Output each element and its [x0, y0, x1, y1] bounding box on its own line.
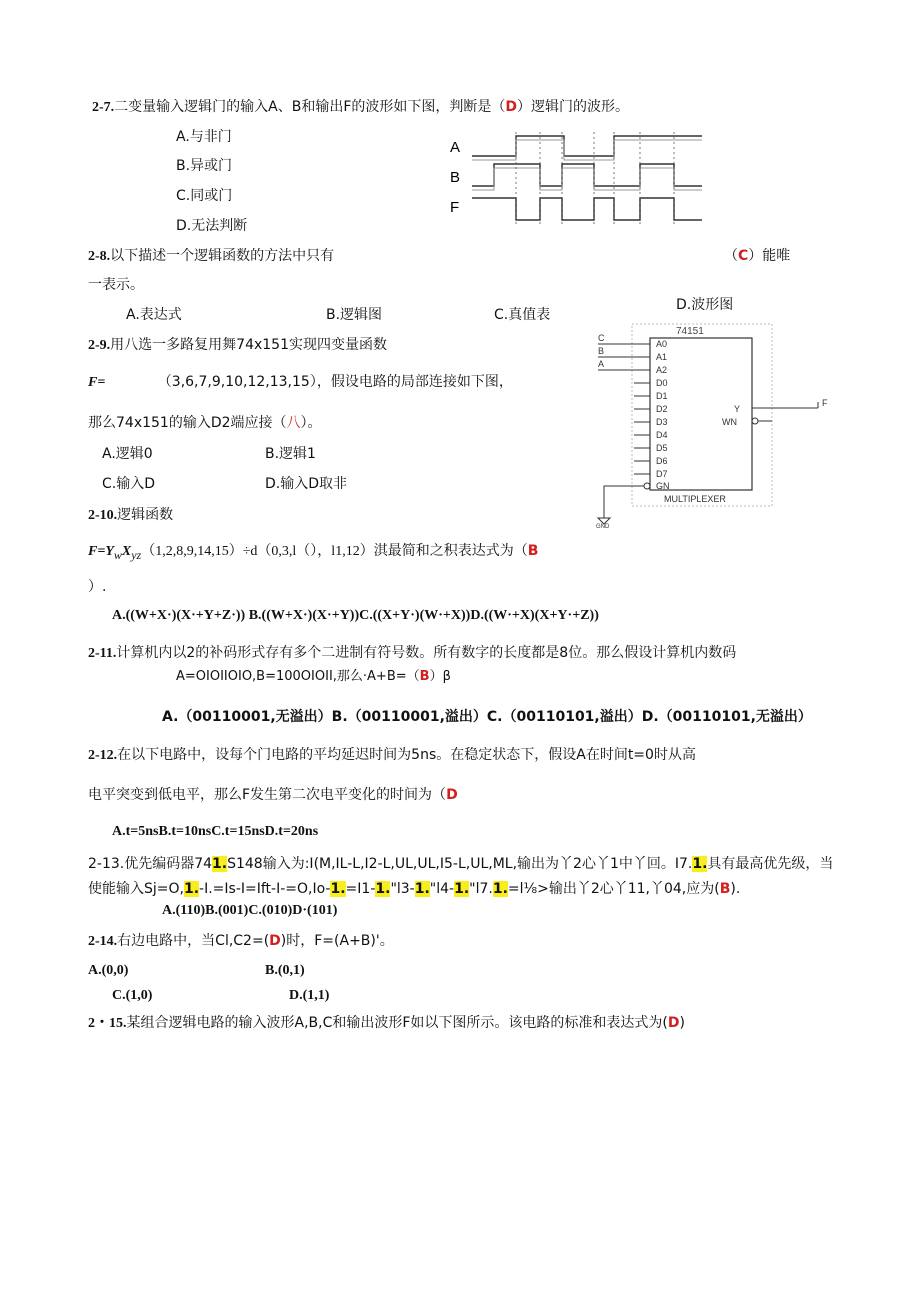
- question-2-8-continuation: 一表示。: [88, 277, 144, 293]
- option-a: A.表达式: [126, 307, 182, 323]
- option-a: A.逻辑0: [102, 446, 153, 462]
- highlight: 1.: [492, 881, 508, 897]
- highlight: 1.: [330, 881, 346, 897]
- question-2-12-stem: [88, 746, 696, 765]
- pin-d4: D4: [656, 430, 668, 440]
- question-text: 电平突变到低电平，那么F发生第二次电平变化的时间为（: [88, 787, 447, 803]
- expr-sub: w: [113, 547, 122, 562]
- question-2-11-stem: [88, 644, 736, 663]
- answer: B: [527, 543, 539, 559]
- question-2-10-options: A.((W+X·)(X·+Y+Z·)) B.((W+X·)(X·+Y))C.((X+Y·)(W·+X))D.((W·+X)(X+Y·+Z)): [112, 608, 599, 623]
- question-text: 用八选一多路复用舞74x151实现四变量函数: [110, 337, 387, 353]
- question-2-7-stem: [92, 98, 629, 117]
- pin-d3: D3: [656, 417, 668, 427]
- question-2-14-stem: [88, 932, 394, 951]
- option-b: B.逻辑图: [326, 307, 383, 323]
- question-text-end: ）β: [429, 669, 451, 684]
- question-2-10-end: ）.: [88, 579, 107, 595]
- question-2-10-expr: [88, 542, 538, 564]
- highlight: 1.: [692, 856, 708, 872]
- answer: D: [446, 787, 458, 803]
- text: S148输入为:I(M,IL-L,I2-L,UL,UL,I5-L,UL,ML,输出为丫2心丫1中丫回。I7.: [227, 856, 693, 872]
- answer: B: [719, 881, 731, 897]
- question-number: 2-9.: [88, 338, 111, 353]
- function-label: F=: [88, 375, 106, 390]
- question-number: 2-14.: [88, 934, 118, 949]
- highlight: 1.: [414, 881, 430, 897]
- input-a: A: [598, 359, 605, 369]
- expr-part: X: [121, 544, 132, 559]
- wave-label-b: B: [450, 169, 461, 186]
- option-d: D.无法判断: [176, 218, 248, 234]
- option-d: D.波形图: [676, 297, 734, 313]
- answer: D: [269, 933, 281, 949]
- option-c: C.(1,0): [112, 988, 153, 1003]
- question-number: 2-7.: [92, 100, 115, 115]
- text: "l3-: [390, 881, 415, 897]
- input-b: B: [598, 346, 605, 356]
- chip-footer: MULTIPLEXER: [664, 494, 726, 504]
- question-2-9-line3: [88, 414, 322, 432]
- function-expression: （3,6,7,9,10,12,13,15），假设电路的局部连接如下图，: [157, 374, 513, 390]
- option-c: C.输入D: [102, 476, 156, 492]
- pin-d7: D7: [656, 469, 668, 479]
- text: 使能输入Sj=O,: [88, 881, 184, 897]
- mux-74151-diagram: [594, 322, 834, 528]
- highlight: 1.: [454, 881, 470, 897]
- option-a: A.(0,0): [88, 963, 129, 978]
- option-b: B.异或门: [176, 158, 233, 174]
- highlight: 1.: [375, 881, 391, 897]
- chip-title: 74151: [676, 326, 704, 337]
- question-2-9-stem: [88, 336, 387, 355]
- question-number: 2-12.: [88, 748, 118, 763]
- question-2-12-options: A.t=5nsB.t=10nsC.t=15nsD.t=20ns: [112, 824, 319, 839]
- pin-a2: A2: [656, 365, 668, 375]
- wave-label-f: F: [450, 199, 460, 216]
- pin-d5: D5: [656, 443, 668, 453]
- answer: B: [419, 669, 430, 684]
- question-text: 那么74x151的输入D2端应接（: [88, 415, 287, 431]
- text: ).: [730, 881, 741, 897]
- option-d: D.(1,1): [289, 988, 330, 1003]
- question-2-13-options: A.(110)B.(001)C.(010)D·(101): [162, 903, 338, 918]
- pin-d1: D1: [656, 391, 668, 401]
- pin-d2: D2: [656, 404, 668, 414]
- question-number: 2-8.: [88, 249, 111, 264]
- pin-y: Y: [734, 404, 741, 414]
- question-text: 逻辑函数: [117, 507, 174, 523]
- pin-a1: A1: [656, 352, 668, 362]
- option-d: D.输入D取非: [265, 476, 348, 492]
- option-c: C.真值表: [494, 307, 551, 323]
- waveform-diagram: [444, 128, 714, 228]
- output-f: F: [822, 398, 828, 408]
- text: "l4-: [429, 881, 455, 897]
- question-text-end: )时，F=(A+B)'。: [280, 933, 394, 949]
- question-number: 2-11.: [88, 646, 117, 661]
- question-text: A=OIOIIOIO,B=100OIOII,那么·A+B=（: [176, 669, 420, 684]
- question-text-end: ): [679, 1015, 685, 1031]
- question-text: 计算机内以2的补码形式存有多个二进制有符号数。所有数字的长度都是8位。那么假设计算机内数码: [116, 645, 737, 661]
- answer: 八: [286, 415, 301, 431]
- answer: C: [738, 248, 749, 264]
- wave-label-a: A: [450, 139, 461, 156]
- pin-d0: D0: [656, 378, 668, 388]
- question-2-13-line2: [88, 880, 740, 898]
- question-text-end: ）逻辑门的波形。: [517, 99, 630, 115]
- question-2-11-options: A.（00110001,无溢出）B.（00110001,溢出）C.（00110101,溢出）D.（00110101,无溢出）: [162, 709, 812, 725]
- pin-d6: D6: [656, 456, 668, 466]
- question-text: 右边电路中，当Cl,C2=(: [117, 933, 270, 949]
- question-2-13-line1: [88, 855, 833, 873]
- highlight: 1.: [183, 881, 200, 897]
- question-2-11-line2: [176, 668, 451, 686]
- answer: D: [505, 99, 518, 115]
- question-text: 二变量输入逻辑门的输入A、B和输出F的波形如下图，判断是（: [114, 99, 506, 115]
- question-number: 2・15.: [88, 1016, 127, 1031]
- text: "l7.: [469, 881, 493, 897]
- question-2-10-stem: [88, 506, 173, 525]
- text: 具有最高优先级，当: [707, 856, 834, 872]
- expr-sub: yz: [131, 547, 142, 562]
- question-text: 以下描述一个逻辑函数的方法中只有: [110, 248, 335, 264]
- question-text: 在以下电路中，设每个门电路的平均延迟时间为5ns。在稳定状态下，假设A在时间t=0时从高: [117, 747, 696, 763]
- question-2-9-function: [88, 373, 513, 392]
- text: =l⅛>输出丫2心丫11,丫04,应为(: [507, 881, 720, 897]
- expr-part: F=Y: [88, 544, 114, 559]
- pin-gn: GN: [656, 481, 670, 491]
- question-text-end: ）。: [300, 415, 322, 431]
- option-b: B.(0,1): [265, 963, 305, 978]
- text: 2-13.优先编码器74: [88, 856, 213, 872]
- option-c: C.同或门: [176, 188, 233, 204]
- input-c: C: [598, 333, 605, 343]
- question-number: 2-10.: [88, 508, 118, 523]
- pin-a0: A0: [656, 339, 668, 349]
- gnd-label: GND: [596, 524, 610, 528]
- question-text: 某组合逻辑电路的输入波形A,B,C和输出波形F如以下图所示。该电路的标准和表达式为(: [126, 1015, 668, 1031]
- pin-wn: WN: [722, 417, 737, 427]
- question-2-8-stem: [88, 247, 334, 266]
- option-b: B.逻辑1: [265, 446, 316, 462]
- answer: D: [667, 1015, 680, 1031]
- text: =I1-: [345, 881, 376, 897]
- highlight: 1.: [212, 856, 228, 872]
- question-2-8-answer: [724, 247, 790, 265]
- question-2-12-line2: [88, 786, 458, 804]
- question-2-15-stem: [88, 1014, 685, 1033]
- text: -I.=Is-I=Ift-I-=O,Io-: [199, 881, 331, 897]
- option-a: A.与非门: [176, 129, 232, 145]
- answer-suffix: ）能唯: [748, 248, 791, 264]
- bracket-open: （: [724, 248, 738, 264]
- expr-part: （1,2,8,9,14,15）÷d（0,3,l（），l1,12）淇最简和之积表达式为（: [141, 544, 528, 559]
